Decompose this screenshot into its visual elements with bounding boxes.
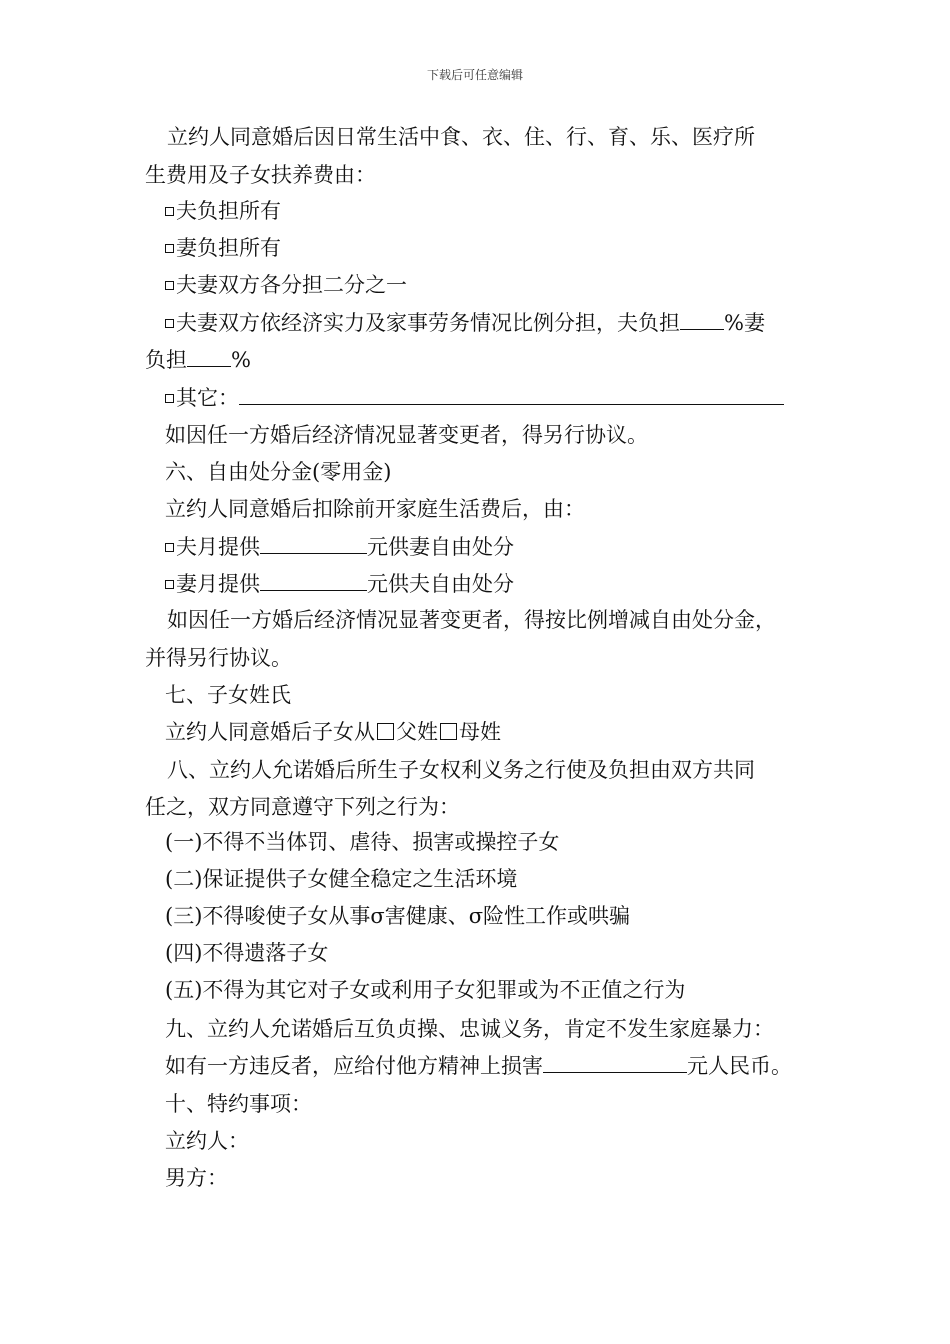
checkbox-icon[interactable] — [165, 281, 174, 290]
paragraph-line: 如因任一方婚后经济情况显著变更者，得按比例增减自由处分金， — [167, 608, 776, 632]
paragraph-line: 如因任一方婚后经济情况显著变更者，得另行协议。 — [165, 423, 648, 447]
option-label: 夫月提供 — [176, 535, 260, 559]
section-heading: 十、特约事项： — [165, 1092, 312, 1116]
checkbox-icon[interactable] — [165, 207, 174, 216]
section-heading: 六、自由处分金(零用金) — [165, 460, 392, 484]
option-label: 妻月提供 — [176, 572, 260, 596]
option-label-suffix: % — [231, 348, 251, 372]
compensation-suffix: 元人民币。 — [687, 1054, 792, 1078]
option-line — [165, 384, 784, 411]
surname-option-mother: 母姓 — [459, 720, 501, 744]
signature-label: 立约人： — [165, 1129, 249, 1153]
compensation-text: 如有一方违反者，应给付他方精神上损害 — [165, 1054, 543, 1078]
option-label: 其它： — [176, 386, 239, 410]
option-label-suffix: 元供夫自由处分 — [367, 572, 514, 596]
option-label: 夫妻双方各分担二分之一 — [176, 273, 407, 297]
option-label: 夫负担所有 — [176, 199, 281, 223]
fill-blank[interactable] — [680, 309, 724, 330]
list-item: (四)不得遗落子女 — [165, 941, 329, 965]
section-heading: 九、立约人允诺婚后互负贞操、忠诚义务，肯定不发生家庭暴力： — [165, 1017, 774, 1041]
checkbox-icon[interactable] — [165, 394, 174, 403]
paragraph-line: 任之，双方同意遵守下列之行为： — [145, 795, 460, 819]
list-item: (二)保证提供子女健全稳定之生活环境 — [165, 867, 518, 891]
section-heading: 七、子女姓氏 — [165, 683, 291, 707]
fill-blank[interactable] — [260, 570, 367, 591]
paragraph-line: 立约人同意婚后扣除前开家庭生活费后，由： — [165, 497, 585, 521]
option-line — [165, 533, 514, 560]
fill-blank[interactable] — [543, 1052, 687, 1073]
checkbox-icon[interactable] — [165, 543, 174, 552]
fill-blank[interactable] — [260, 533, 367, 554]
option-label: 负担 — [145, 348, 187, 372]
fill-blank[interactable] — [187, 346, 231, 367]
paragraph-line — [145, 346, 251, 373]
paragraph-line — [165, 1052, 792, 1079]
checkbox-icon[interactable] — [165, 244, 174, 253]
option-label-suffix: 元供妻自由处分 — [367, 535, 514, 559]
surname-option-father: 父姓 — [396, 720, 438, 744]
checkbox-mother-surname[interactable] — [440, 723, 457, 740]
paragraph-line — [165, 719, 501, 745]
option-label: 夫妻双方依经济实力及家事劳务情况比例分担，夫负担 — [176, 311, 680, 335]
signature-label: 男方： — [165, 1166, 228, 1190]
list-item: (一)不得不当体罚、虐待、损害或操控子女 — [165, 830, 560, 854]
checkbox-father-surname[interactable] — [377, 723, 394, 740]
option-label: 妻负担所有 — [176, 236, 281, 260]
surname-text: 立约人同意婚后子女从 — [165, 720, 375, 744]
option-line — [165, 570, 514, 597]
option-line — [165, 309, 765, 336]
list-item: (三)不得唆使子女从事σ害健康、σ险性工作或哄骗 — [165, 904, 631, 928]
option-line — [165, 272, 407, 298]
option-line — [165, 198, 281, 224]
page-header: 下载后可任意编辑 — [426, 68, 523, 82]
checkbox-icon[interactable] — [165, 319, 174, 328]
section-heading: 八、立约人允诺婚后所生子女权利义务之行使及负担由双方共同 — [167, 758, 755, 782]
checkbox-icon[interactable] — [165, 580, 174, 589]
paragraph-line: 并得另行协议。 — [145, 646, 292, 670]
option-label-suffix: %妻 — [724, 311, 765, 335]
fill-blank[interactable] — [239, 384, 784, 405]
option-line — [165, 235, 281, 261]
paragraph-line: 立约人同意婚后因日常生活中食、衣、住、行、育、乐、医疗所 — [167, 125, 755, 149]
paragraph-line: 生费用及子女扶养费由： — [145, 163, 376, 187]
list-item: (五)不得为其它对子女或利用子女犯罪或为不正值之行为 — [165, 978, 686, 1002]
